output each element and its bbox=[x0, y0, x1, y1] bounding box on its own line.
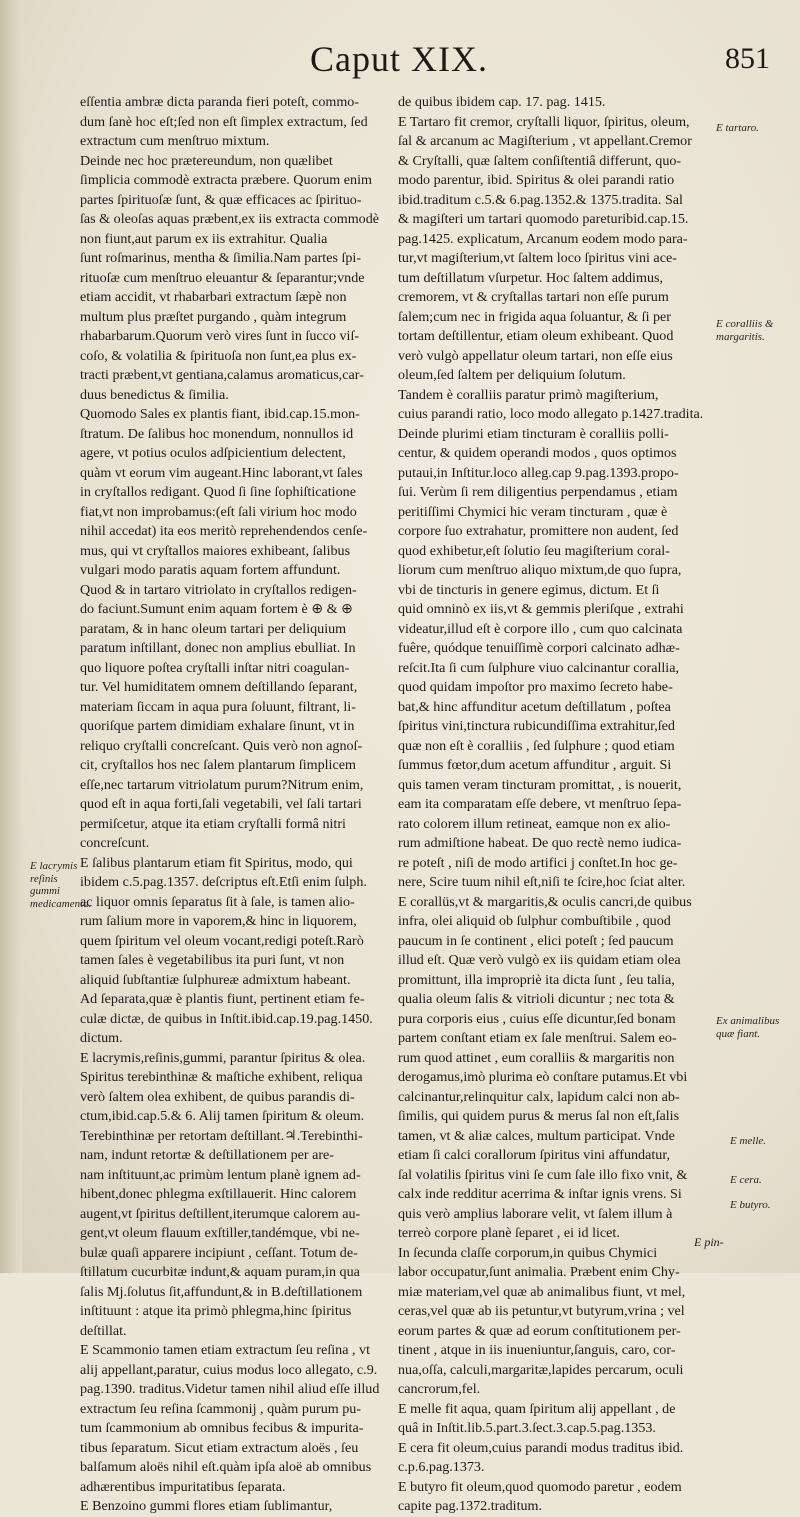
text-line: nere, Scire tuum nihil eſt,niſi te ſcire,hoc ſciat alter. bbox=[398, 874, 686, 890]
text-line: culæ dictæ, de quibus in Inſtit.ibid.cap.19.pag.1450. bbox=[80, 1010, 373, 1027]
text-line: alij appellant,paratur, cuius modus loco allegato, c.9. bbox=[80, 1361, 378, 1378]
text-line: E Benzoino gummi flores etiam ſublimantur, bbox=[80, 1498, 333, 1514]
text-line: partes ſpirituoſæ ſunt, & quæ efficaces ac ſpirituo- bbox=[80, 191, 362, 208]
text-line: ſalis Mj.ſolutus ſit,affundunt,& in B.deſtillationem bbox=[80, 1283, 363, 1300]
text-line: capite pag.1372.traditum. bbox=[398, 1498, 543, 1514]
text-line: quoriſque partem dimidiam exhalare ſinunt, vt in bbox=[80, 718, 355, 734]
text-line: E cera fit oleum,cuius parandi modus traditus ibid. bbox=[398, 1439, 684, 1456]
text-line: ceras,vel quæ ab iis petuntur,vt butyrum,vrina ; vel bbox=[398, 1303, 685, 1319]
text-line: adhærentibus impuritatibus ſeparata. bbox=[80, 1478, 286, 1495]
text-line: tamen ſales è vegetabilibus ita puri ſunt, vt non bbox=[80, 952, 345, 968]
text-line: eorum partes & quæ ad eorum conſtitutionem per- bbox=[398, 1322, 681, 1339]
text-line: fiat,vt non improbamus:(eſt ſali virium hoc modo bbox=[80, 503, 357, 520]
text-line: & magiſteri um tartari quomodo pareturibid.cap.15. bbox=[398, 211, 689, 227]
text-line: gent,vt oleum flauum exſtiller,tandémque, vbi ne- bbox=[80, 1225, 360, 1241]
text-line: quis verò amplius laborare velit, vt ſalem illum à bbox=[398, 1205, 673, 1222]
text-line: pag.1390. traditus.Videtur tamen nihil aliud eſſe illud bbox=[80, 1381, 380, 1397]
text-line: miæ materiam,vel quæ ab animalibus fiunt, vt mel, bbox=[398, 1283, 686, 1300]
text-line: inſtituunt : atque ita primò phlegma,hinc ſpiritus bbox=[80, 1303, 352, 1319]
text-line: ſunt roſmarinus, mentha & ſimilia.Nam partes ſpi- bbox=[80, 250, 362, 266]
text-line: balſamum aloës nihil eſt.quàm ipſa aloë ab omnibus bbox=[80, 1459, 372, 1475]
left-text-column bbox=[80, 93, 392, 1517]
catchword: E pin- bbox=[694, 1235, 724, 1249]
text-line: tur. Vel humiditatem omnem deſtillando ſeparant, bbox=[80, 679, 358, 695]
text-line: Terebinthinæ per retortam deſtillant.♃.Terebinthi- bbox=[80, 1127, 363, 1144]
page-number: 851 bbox=[725, 42, 770, 75]
text-line: E butyro fit oleum,quod quomodo paretur , eodem bbox=[398, 1478, 682, 1495]
margin-note-butyro: E butyro. bbox=[730, 1199, 771, 1211]
text-line: modo parentur, ibid. Spiritus & olei parandi ratio bbox=[398, 172, 675, 188]
text-line: rato colorem illum retineat, eamque non ex alio- bbox=[398, 815, 671, 832]
text-line: qualia oleum ſalis & vitrioli dicuntur ; nec tota & bbox=[398, 991, 675, 1007]
text-line: rituoſæ cum menſtruo eleuantur & ſeparantur;vnde bbox=[80, 269, 365, 286]
page-gutter-shadow bbox=[0, 0, 22, 1273]
text-line: ſui. Verùm ſi rem diligentius perpendamus , etiam bbox=[398, 484, 678, 500]
text-line: Spiritus terebinthinæ & maſtiche exhibent, reliqua bbox=[80, 1069, 363, 1085]
text-line: ſpiritus vini,tinctura rubicundiſſima extrahitur,ſed bbox=[398, 718, 675, 734]
text-line: illud eſt. Quæ verò vulgò ex iis quidam etiam olea bbox=[398, 952, 681, 968]
text-line: E Scammonio tamen etiam extractum ſeu reſina , vt bbox=[80, 1342, 371, 1358]
text-line: derogamus,imò plurima eò conſtare putamus.Et vbi bbox=[398, 1069, 688, 1085]
text-line: Tandem è coralliis paratur primò magiſterium, bbox=[398, 386, 659, 403]
text-line: ctum,ibid.cap.5.& 6. Alij tamen ſpiritum & oleum. bbox=[80, 1108, 365, 1124]
text-line: quod exhibetur,eſt ſolutio ſeu magiſterium coral- bbox=[398, 542, 670, 559]
text-line: quàm vt eorum vim augeant.Hinc laborant,vt ſales bbox=[80, 464, 363, 481]
text-line: ſtillatum cucurbitæ indunt,& aquam puram,in qua bbox=[80, 1264, 360, 1280]
text-line: in cryſtallos redigant. Quod ſi ſine ſophiſticatione bbox=[80, 484, 356, 500]
text-line: cit, cryſtallos hos nec ſalem plantarum ſimplicem bbox=[80, 757, 356, 773]
text-line: paratum inſtillant, donec non amplius ebulliat. In bbox=[80, 640, 356, 656]
text-line: calcinantur,relinquitur calx, lapidum calci non ab- bbox=[398, 1088, 680, 1105]
text-line: quâ in Inſtit.lib.5.part.3.ſect.3.cap.5.pag.1353. bbox=[398, 1420, 656, 1436]
text-line: Quomodo Sales ex plantis fiant, ibid.cap.15.mon- bbox=[80, 406, 360, 422]
text-line: pura corporis eius , cuius eſſe dicuntur,ſed bonam bbox=[398, 1010, 676, 1027]
text-line: tamen, vt & aliæ calces, multum participat. Vnde bbox=[398, 1127, 675, 1144]
text-line: rhabarbarum.Quorum verò vires ſunt in ſucco viſ- bbox=[80, 328, 360, 344]
text-line: tinent , atque in iis inueniuntur,ſanguis, caro, cor- bbox=[398, 1342, 676, 1358]
text-line: etiam accidit, vt rhabarbari extractum ſæpè non bbox=[80, 289, 347, 305]
text-line: cancrorum,fel. bbox=[398, 1381, 481, 1397]
text-line: multum plus præſtet purgando , quàm integrum bbox=[80, 308, 347, 325]
text-line: eam ita comparatam eſſe debere, vt menſtruo ſepa- bbox=[398, 796, 682, 812]
text-line: pag.1425. explicatum, Arcanum eodem modo para- bbox=[398, 230, 688, 247]
text-line: ſas & oleoſas aquas præbent,ex iis extracta commodè bbox=[80, 211, 380, 227]
right-text-column bbox=[398, 93, 712, 1517]
text-line: E melle fit aqua, quam ſpiritum alij appellant , de bbox=[398, 1400, 676, 1417]
text-line: Ad ſeparata,quæ è plantis fiunt, pertinent etiam fe- bbox=[80, 991, 365, 1007]
text-line: vbi de tincturis in genere egimus, dictum. Et ſi bbox=[398, 581, 660, 598]
text-line: nua,oſſa, calculi,margaritæ,lapides percarum, oculi bbox=[398, 1361, 684, 1378]
text-line: vulgari modo paratis aquam fortem affundunt. bbox=[80, 562, 341, 578]
text-line: putaui,in Inſtitur.loco alleg.cap 9.pag.1393.propo- bbox=[398, 464, 679, 481]
text-line: extractum ſeu reſina ſcammonij , quàm purum pu- bbox=[80, 1400, 362, 1417]
text-line: videatur,illud eſt è corpore illo , cum quo calcinata bbox=[398, 620, 683, 637]
text-line: paucum in ſe continent , elici poteſt ; ſed paucum bbox=[398, 932, 674, 949]
text-line: permiſcetur, atque ita etiam cryſtalli formâ nitri bbox=[80, 815, 346, 832]
text-line: promittunt, illa impropriè ita dicta ſunt , ſeu talia, bbox=[398, 971, 675, 988]
text-line: E ſalibus plantarum etiam fit Spiritus, modo, qui bbox=[80, 854, 353, 871]
text-line: c.p.6.pag.1373. bbox=[398, 1459, 485, 1475]
margin-note-melle: E melle. bbox=[730, 1135, 767, 1147]
text-line: duus benedictus & ſimilia. bbox=[80, 386, 229, 403]
text-line: mus, qui vt cryſtallos maiores exhibeant, ſalibus bbox=[80, 542, 351, 559]
text-line: infra, olei aliquid ob ſulphur combuſtibile , quod bbox=[398, 913, 671, 929]
margin-note-lacrymis: E lacrymis reſinis gummi medicamenta. bbox=[30, 860, 92, 910]
text-line: de quibus ibidem cap. 17. pag. 1415. bbox=[398, 94, 606, 110]
text-line: rum admiſtione habeat. De quo rectè nemo iudica- bbox=[398, 835, 682, 851]
text-line: calx inde redditur acerrima & inſtar ignis vrens. Si bbox=[398, 1186, 682, 1202]
text-line: nihil accedat) ita eos meritò reprehendendos cenſe- bbox=[80, 523, 368, 539]
text-line: rum quod attinet , eum coralliis & margaritis non bbox=[398, 1049, 675, 1066]
text-line: quem ſpiritum vel oleum vocant,redigi poteſt.Rarò bbox=[80, 932, 364, 949]
text-line: tibus ſeparatum. Sicut etiam extractum aloës , ſeu bbox=[80, 1439, 359, 1456]
text-line: non fiunt,aut parum ex iis extrahitur. Qualia bbox=[80, 230, 328, 247]
text-line: nam, indunt retortæ & deſtillationem per are- bbox=[80, 1147, 335, 1163]
text-line: bat,& hinc affunditur acetum deſtillatum , poſtea bbox=[398, 698, 671, 715]
text-line: In ſecunda claſſe corporum,in quibus Chymici bbox=[398, 1244, 658, 1261]
text-line: tracti præbent,vt gentiana,calamus aromaticus,car- bbox=[80, 367, 364, 383]
text-line: quo liquore poſtea cryſtalli inſtar nitri coagulan- bbox=[80, 659, 350, 676]
text-line: quis tamen veram tincturam promittat, , is nouerit, bbox=[398, 776, 682, 793]
text-line: aliquid ſubſtantiæ ſulphureæ admixtum habeant. bbox=[80, 971, 351, 988]
text-line: hibent,donec phlegma exſtillauerit. Hinc calorem bbox=[80, 1186, 357, 1202]
text-line: & Cryſtalli, quæ ſaltem conſiſtentiâ differunt, quo- bbox=[398, 152, 682, 169]
text-line: coſo, & volatilia & ſpirituoſa non ſunt,ea plus ex- bbox=[80, 347, 357, 364]
text-line: agere, vt potius oculos adſpicientium delectent, bbox=[80, 445, 346, 461]
text-line: extractum cum menſtruo mixtum. bbox=[80, 133, 270, 149]
margin-note-animalibus: Ex animalibus quæ fiant. bbox=[716, 1015, 780, 1040]
text-line: dictum. bbox=[80, 1030, 123, 1046]
text-line: E lacrymis,reſinis,gummi, parantur ſpiritus & olea. bbox=[80, 1049, 366, 1066]
text-line: quæ non eſt è coralliis , ſed ſulphure ; quod etiam bbox=[398, 737, 675, 754]
text-line: ſtratum. De ſalibus hoc monendum, nonnullos id bbox=[80, 425, 354, 442]
margin-note-cera: E cera. bbox=[730, 1174, 762, 1186]
text-line: ac liquor omnis ſeparatus ſit à ſale, is tamen alio- bbox=[80, 893, 355, 910]
text-line: verò vulgò appellatur oleum tartari, non eſſe eius bbox=[398, 347, 673, 364]
text-line: ſal & arcanum ac Magiſterium , vt appellant.Cremor bbox=[398, 133, 692, 149]
text-line: tortam deſtillentur, etiam oleum exhibeant. Quod bbox=[398, 328, 674, 344]
text-line: etiam ſi calci corallorum ſpiritus vini affundatur, bbox=[398, 1147, 670, 1163]
text-line: E Tartaro fit cremor, cryſtalli liquor, ſpiritus, oleum, bbox=[398, 113, 690, 130]
text-line: ſimilis, qui quidem purus & merus ſal non eſt,ſalis bbox=[398, 1108, 680, 1124]
text-line: re poteſt , niſi de modo artifici j conſtet.In hoc ge- bbox=[398, 854, 678, 871]
text-line: tur,vt magiſterium,vt ſaltem loco ſpiritus vini ace- bbox=[398, 250, 677, 266]
text-line: ſalem;cum nec in frigida aqua ſoluantur, & ſi per bbox=[398, 308, 671, 325]
text-line: ibidem c.5.pag.1357. deſcriptus eſt.Etſi enim ſulph. bbox=[80, 874, 367, 890]
text-line: Quod & in tartaro vitriolato in cryſtallos redigen- bbox=[80, 581, 357, 598]
text-line: nam inſtituunt,ac primùm lentum planè ignem ad- bbox=[80, 1166, 361, 1183]
text-line: materiam ſiccam in aqua pura ſoluunt, filtrant, li- bbox=[80, 698, 356, 715]
running-title: Caput XIX. bbox=[310, 39, 488, 79]
text-line: corpore ſuo extrahatur, promittere non audent, ſed bbox=[398, 523, 679, 539]
text-line: ſimplicia commodè extracta præbere. Quorum enim bbox=[80, 172, 372, 188]
text-line: reſcit.Ita ſi cum ſulphure viuo calcinantur corallia, bbox=[398, 659, 679, 676]
text-line: fuêre, quódque tenuiſſimè corpori calcinato adhæ- bbox=[398, 640, 680, 656]
text-line: rum ſalium more in vaporem,& hinc in liquorem, bbox=[80, 913, 357, 929]
text-line: tum ſcammonium ab omnibus fecibus & impurita- bbox=[80, 1420, 364, 1436]
text-line: ibid.traditum c.5.& 6.pag.1352.& 1375.tradita. Sal bbox=[398, 191, 683, 208]
text-line: terreò corpore planè ſeparet , ei id licet. bbox=[398, 1225, 620, 1241]
text-line: Deinde plurimi etiam tincturam è coralliis polli- bbox=[398, 425, 669, 442]
text-line: Deinde nec hoc prætereundum, non quælibet bbox=[80, 152, 333, 169]
text-line: deſtillat. bbox=[80, 1322, 127, 1339]
text-line: augent,vt ſpiritus deſtillent,iterumque calorem au- bbox=[80, 1205, 361, 1222]
text-line: labor occupatur,ſunt animalia. Præbent enim Chy- bbox=[398, 1264, 680, 1280]
text-line: quod quidam impoſtor pro maximo ſecreto habe- bbox=[398, 679, 673, 695]
text-line: oleum,ſed ſaltem per deliquium ſolutum. bbox=[398, 367, 626, 383]
margin-note-tartaro: E tartaro. bbox=[716, 122, 759, 134]
text-line: do faciunt.Sumunt enim aquam fortem è ⊕ & ⊕ bbox=[80, 601, 353, 617]
text-line: eſſentia ambræ dicta paranda fieri poteſt, commo- bbox=[80, 94, 360, 110]
text-line: quod eſt in aqua forti,ſali vegetabili, vel ſali tartari bbox=[80, 796, 362, 812]
page-header bbox=[300, 38, 770, 88]
text-line: liorum cum menſtruo aliquo mixtum,de quo ſupra, bbox=[398, 562, 682, 578]
text-line: cremorem, vt & cryſtallas tartari non eſſe purum bbox=[398, 289, 669, 305]
text-line: concreſcunt. bbox=[80, 835, 150, 851]
text-line: quid omninò ex iis,vt & gemmis pleriſque , extrahi bbox=[398, 601, 684, 617]
text-line: paratam, & in hanc oleum tartari per deliquium bbox=[80, 620, 347, 637]
text-line: partem conſtant etiam ex ſale menſtrui. Salem eo- bbox=[398, 1030, 677, 1046]
text-line: bulæ quaſi apparere incipiunt , ceſſant. Totum de- bbox=[80, 1244, 358, 1261]
text-line: eſſe,nec tartarum vitriolatum purum?Nitrum enim, bbox=[80, 776, 364, 793]
text-line: ſal volatilis ſpiritus vini ſe cum ſale illo fixo vnit, & bbox=[398, 1166, 688, 1183]
text-line: centur, & quidem operandi modos , quos optimos bbox=[398, 445, 677, 461]
margin-note-coralliis: E coralliis & margaritis. bbox=[716, 318, 774, 343]
text-line: E corallüs,vt & margaritis,& oculis cancri,de quibus bbox=[398, 893, 692, 910]
text-line: reliquo cryſtalli concreſcant. Quis verò non agnoſ- bbox=[80, 737, 363, 754]
text-line: tum deſtillatum vſurpetur. Hoc ſaltem addimus, bbox=[398, 269, 663, 286]
text-line: peritiſſimi Chymici hic veram tincturam , quæ è bbox=[398, 503, 668, 520]
text-line: dum ſanè hoc eſt;ſed non eſt ſimplex extractum, ſed bbox=[80, 113, 368, 130]
text-line: ſummus fœtor,dum acetum affunditur , arguit. Si bbox=[398, 757, 672, 773]
text-line: verò ſaltem olea exhibent, de quibus parandis di- bbox=[80, 1088, 355, 1105]
text-line: cuius parandi ratio, loco modo allegato p.1427.tradita. bbox=[398, 406, 704, 422]
